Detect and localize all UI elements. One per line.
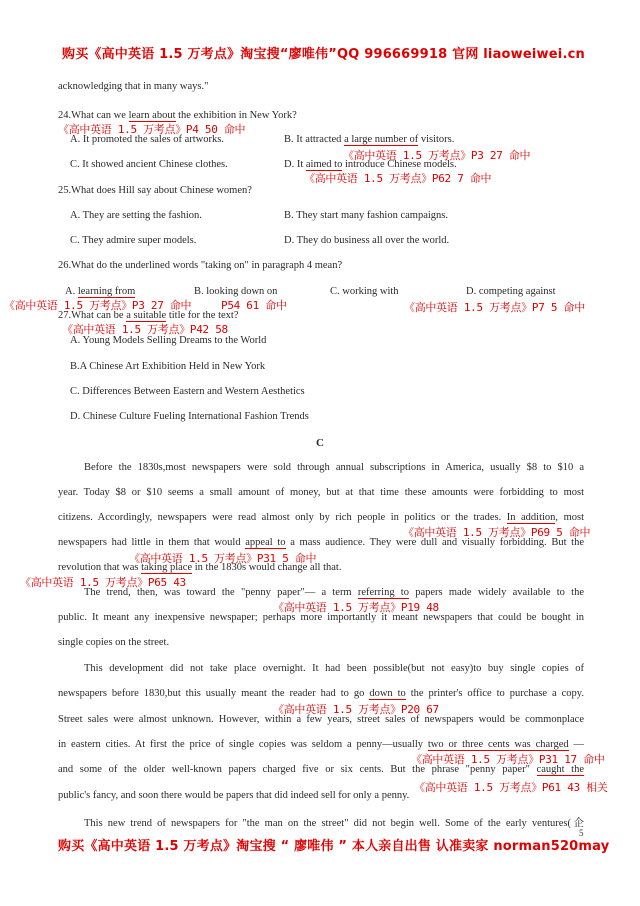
p1-annotation-3: 《高中英语 1.5 万考点》P65 43 [20, 576, 186, 589]
q25-stem: 25.What does Hill say about Chinese women? [58, 185, 252, 196]
p1-line-2: year. Today $8 or $10 seems a small amount of money, but at that time these amounts were forbidding to most [58, 487, 584, 498]
p3-annotation-2: 《高中英语 1.5 万考点》P31 17 命中 [411, 753, 605, 766]
q27-option-d: D. Chinese Culture Fueling International Fashion Trends [70, 411, 309, 422]
p4-line-1: This new trend of newspapers for "the man on the street" did not begin well. Some of the early ventures(企 [84, 818, 584, 829]
q27-stem: 27.What can be a suitable title for the text? [58, 310, 239, 321]
q24-stem: 24.What can we learn about the exhibition in New York? [58, 110, 297, 121]
p1-line-5: revolution that was taking place in the 1830s would change all that. [58, 562, 342, 573]
p1-line-3: citizens. Accordingly, newspapers were read almost only by rich people in politics or the trades. In addition, most [58, 512, 584, 523]
q26-a-annotation: 《高中英语 1.5 万考点》P3 27 命中 [4, 299, 192, 312]
intro-line: acknowledging that in many ways." [58, 81, 209, 92]
q24-b-annotation: 《高中英语 1.5 万考点》P3 27 命中 [343, 149, 531, 162]
q24-annotation: 《高中英语 1.5 万考点》P4 50 命中 [58, 123, 246, 136]
q25-option-a: A. They are setting the fashion. [70, 210, 202, 221]
page-number: 5 [579, 828, 584, 838]
q24-d-annotation: 《高中英语 1.5 万考点》P62 7 命中 [304, 172, 492, 185]
p1-annotation-2: 《高中英语 1.5 万考点》P31 5 命中 [129, 552, 317, 565]
p2-line-1: The trend, then, was toward the "penny paper"— a term referring to papers made widely available to the [84, 587, 584, 598]
p2-line-3: single copies on the street. [58, 637, 170, 648]
section-heading: C [316, 437, 324, 449]
q25-option-c: C. They admire super models. [70, 235, 197, 246]
p3-line-5: and some of the older well-known papers charged five or six cents. But the phrase "penny paper" caught the [58, 764, 584, 775]
q27-option-b: B.A Chinese Art Exhibition Held in New York [70, 361, 266, 372]
q24-option-a: A. It promoted the sales of artworks. [70, 134, 224, 145]
q27-option-c: C. Differences Between Eastern and Western Aesthetics [70, 386, 305, 397]
q24-option-c: C. It showed ancient Chinese clothes. [70, 159, 228, 170]
p3-line-2: newspapers before 1830,but this usually meant the reader had to go down to the printer's office to purchase a copy. [58, 688, 584, 699]
p3-line-3: Street sales were almost unknown. However, within a few years, street sales of newspapers would be commonplace [58, 714, 584, 725]
q24-option-b: B. It attracted a large number of visitors. [284, 134, 455, 145]
q26-option-d: D. competing against [466, 286, 556, 297]
q26-option-a: A. learning from [65, 286, 136, 297]
p3-line-4: in eastern cities. At first the price of single copies was seldom a penny—usually two or three cents was charged — [58, 739, 585, 750]
p1-line-1: Before the 1830s,most newspapers were sold through annual subscriptions in America, usually $8 to $10 a [84, 462, 584, 473]
p1-annotation-1: 《高中英语 1.5 万考点》P69 5 命中 [403, 526, 591, 539]
q24-underline: learn about [128, 110, 176, 121]
q27-option-a: A. Young Models Selling Dreams to the World [70, 335, 267, 346]
q27-annotation: 《高中英语 1.5 万考点》P42 58 [62, 323, 228, 336]
q26-b-annotation: P54 61 命中 [221, 299, 287, 312]
top-banner: 购买《高中英语 1.5 万考点》淘宝搜“廖唯伟”QQ 996669918 官网 liaoweiwei.cn [62, 47, 585, 62]
q25-option-b: B. They start many fashion campaigns. [284, 210, 448, 221]
p3-annotation-1: 《高中英语 1.5 万考点》P20 67 [273, 703, 439, 716]
q26-d-annotation: 《高中英语 1.5 万考点》P7 5 命中 [404, 301, 585, 314]
p3-line-6: public's fancy, and soon there would be papers that did indeed sell for only a penny. [58, 790, 410, 801]
q25-option-d: D. They do business all over the world. [284, 235, 450, 246]
q24-option-d: D. It aimed to introduce Chinese models. [284, 159, 457, 170]
p3-annotation-3: 《高中英语 1.5 万考点》P61 43 相关 [414, 781, 608, 794]
bottom-banner: 购买《高中英语 1.5 万考点》淘宝搜 “ 廖唯伟 ” 本人亲自出售 认准卖家 norman520may [58, 839, 610, 854]
p2-line-2: public. It meant any inexpensive newspaper; perhaps more importantly it meant newspapers that could be bought in [58, 612, 584, 623]
q26-option-b: B. looking down on [194, 286, 278, 297]
p3-line-1: This development did not take place overnight. It had been possible(but not easy)to buy single copies of [84, 663, 584, 674]
q26-stem: 26.What do the underlined words "taking on" in paragraph 4 mean? [58, 260, 343, 271]
p2-annotation: 《高中英语 1.5 万考点》P19 48 [273, 601, 439, 614]
q26-option-c: C. working with [330, 286, 399, 297]
p1-line-4: newspapers had little in them that would appeal to a mass audience. They were dull and visually forbidding. But the [58, 537, 584, 548]
